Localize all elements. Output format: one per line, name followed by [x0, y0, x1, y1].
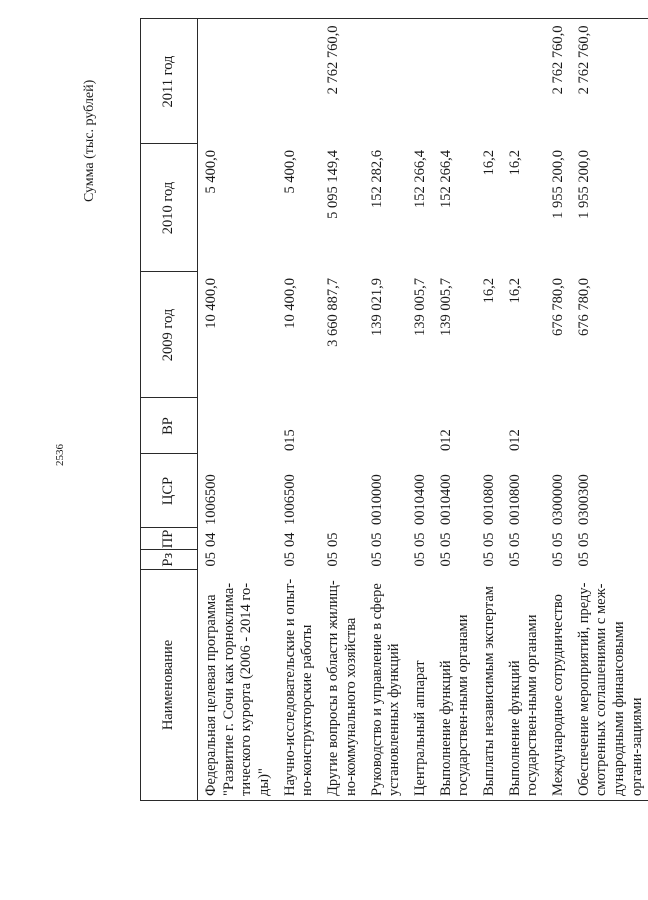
cell-name: Международное сотрудничество — [544, 570, 570, 801]
cell-2010: 16,2 — [506, 150, 523, 176]
header-csr: ЦСР — [141, 454, 198, 528]
table-row — [276, 19, 319, 801]
cell-name: Центральный аппарат — [406, 570, 432, 801]
table-row — [544, 19, 570, 801]
cell-rz: 05 — [411, 552, 428, 567]
table-row — [363, 19, 406, 801]
cell-csr: 1006500 — [203, 474, 219, 525]
table-row — [432, 19, 475, 801]
cell-2010: 5 095 149,4 — [325, 150, 342, 219]
table-row — [501, 19, 544, 801]
cell-2009: 10 400,0 — [281, 278, 298, 329]
cell-2011 — [432, 19, 475, 144]
header-2011: 2011 год — [141, 19, 198, 144]
cell-2009: 16,2 — [506, 278, 523, 304]
cell-2011 — [198, 19, 276, 144]
cell-pr: 05 — [325, 532, 342, 547]
cell-2011: 2 762 760,0 — [544, 19, 570, 144]
table-row — [570, 19, 648, 801]
cell-vr: 012 — [506, 429, 523, 451]
cell-2009: 16,2 — [480, 278, 497, 304]
cell-vr — [363, 398, 406, 454]
cell-rz: 05 — [506, 552, 523, 567]
cell-pr: 05 — [550, 532, 566, 547]
cell-2011 — [276, 19, 319, 144]
cell-2011: 2 762 760,0 — [319, 19, 362, 144]
cell-2011 — [501, 19, 544, 144]
header-pr: ПР — [141, 528, 198, 550]
cell-vr — [475, 398, 501, 454]
cell-2009: 676 780,0 — [575, 278, 592, 336]
cell-2010: 16,2 — [480, 150, 497, 176]
cell-csr: 0010000 — [368, 474, 385, 525]
header-2010: 2010 год — [141, 144, 198, 272]
cell-csr: 0010400 — [437, 474, 454, 525]
cell-csr: 0010800 — [506, 474, 523, 525]
cell-name: Научно-исследовательские и опыт-но-конструкторские работы — [276, 570, 319, 801]
cell-2009: 139 005,7 — [411, 278, 428, 336]
table-row — [319, 19, 362, 801]
cell-2009: 10 400,0 — [203, 278, 219, 329]
cell-vr — [319, 398, 362, 454]
cell-2011: 2 762 760,0 — [570, 19, 648, 144]
cell-2010: 5 400,0 — [281, 150, 298, 194]
cell-2010: 152 266,4 — [437, 150, 454, 208]
cell-csr: 0010800 — [480, 474, 497, 525]
cell-2010: 1 955 200,0 — [550, 150, 566, 219]
cell-csr: 0300300 — [575, 474, 592, 525]
cell-name: Обеспечение мероприятий, преду-смотренных соглашениями с меж-дународными финансовыми органи-зациями — [570, 570, 648, 801]
cell-csr: 1006500 — [281, 474, 298, 525]
cell-2011 — [406, 19, 432, 144]
cell-vr: 015 — [281, 429, 298, 451]
cell-rz: 05 — [281, 552, 298, 567]
cell-2010: 5 400,0 — [203, 150, 219, 194]
cell-2011 — [363, 19, 406, 144]
cell-name: Выплаты независимым экспертам — [475, 570, 501, 801]
cell-rz: 05 — [550, 552, 566, 567]
cell-rz: 05 — [437, 552, 454, 567]
cell-pr: 05 — [368, 532, 385, 547]
cell-name: Другие вопросы в области жилищ-но-коммунального хозяйства — [319, 570, 362, 801]
cell-pr: 05 — [575, 532, 592, 547]
cell-name: Руководство и управление в сфере установленных функций — [363, 570, 406, 801]
cell-pr: 04 — [203, 532, 219, 547]
cell-2010: 152 282,6 — [368, 150, 385, 208]
cell-name: Федеральная целевая программа "Развитие г. Сочи как горноклима-тического курорта (2006 - 2014 го-ды)" — [198, 570, 276, 801]
cell-pr: 04 — [281, 532, 298, 547]
table-body — [198, 19, 648, 801]
header-name: Наименование — [141, 570, 198, 801]
table-row — [475, 19, 501, 801]
cell-rz: 05 — [203, 552, 219, 567]
units-caption: Сумма (тыс. рублей) — [82, 79, 97, 202]
cell-vr — [544, 398, 570, 454]
cell-vr — [198, 398, 276, 454]
cell-name: Выполнение функций государствен-ными органами — [432, 570, 475, 801]
header-2009: 2009 год — [141, 272, 198, 398]
cell-2009: 676 780,0 — [550, 278, 566, 336]
cell-rz: 05 — [368, 552, 385, 567]
cell-pr: 05 — [411, 532, 428, 547]
cell-pr: 05 — [437, 532, 454, 547]
cell-rz: 05 — [575, 552, 592, 567]
cell-2009: 3 660 887,7 — [325, 278, 342, 347]
page-number: 2536 — [54, 444, 66, 466]
cell-csr: 0300000 — [550, 474, 566, 525]
cell-2011 — [475, 19, 501, 144]
cell-csr: 0010400 — [411, 474, 428, 525]
table-row — [406, 19, 432, 801]
header-vr: ВР — [141, 398, 198, 454]
table-row — [198, 19, 276, 801]
cell-csr — [319, 454, 362, 528]
cell-rz: 05 — [325, 552, 342, 567]
cell-pr: 05 — [480, 532, 497, 547]
cell-name: Выполнение функций государствен-ными органами — [501, 570, 544, 801]
cell-pr: 05 — [506, 532, 523, 547]
table-header-row — [141, 19, 198, 801]
cell-2010: 152 266,4 — [411, 150, 428, 208]
cell-2009: 139 021,9 — [368, 278, 385, 336]
cell-vr: 012 — [437, 429, 454, 451]
cell-rz: 05 — [480, 552, 497, 567]
cell-vr — [570, 398, 648, 454]
cell-vr — [406, 398, 432, 454]
cell-2010: 1 955 200,0 — [575, 150, 592, 219]
header-rz: Рз — [141, 550, 198, 570]
cell-2009: 139 005,7 — [437, 278, 454, 336]
budget-table — [140, 19, 648, 802]
